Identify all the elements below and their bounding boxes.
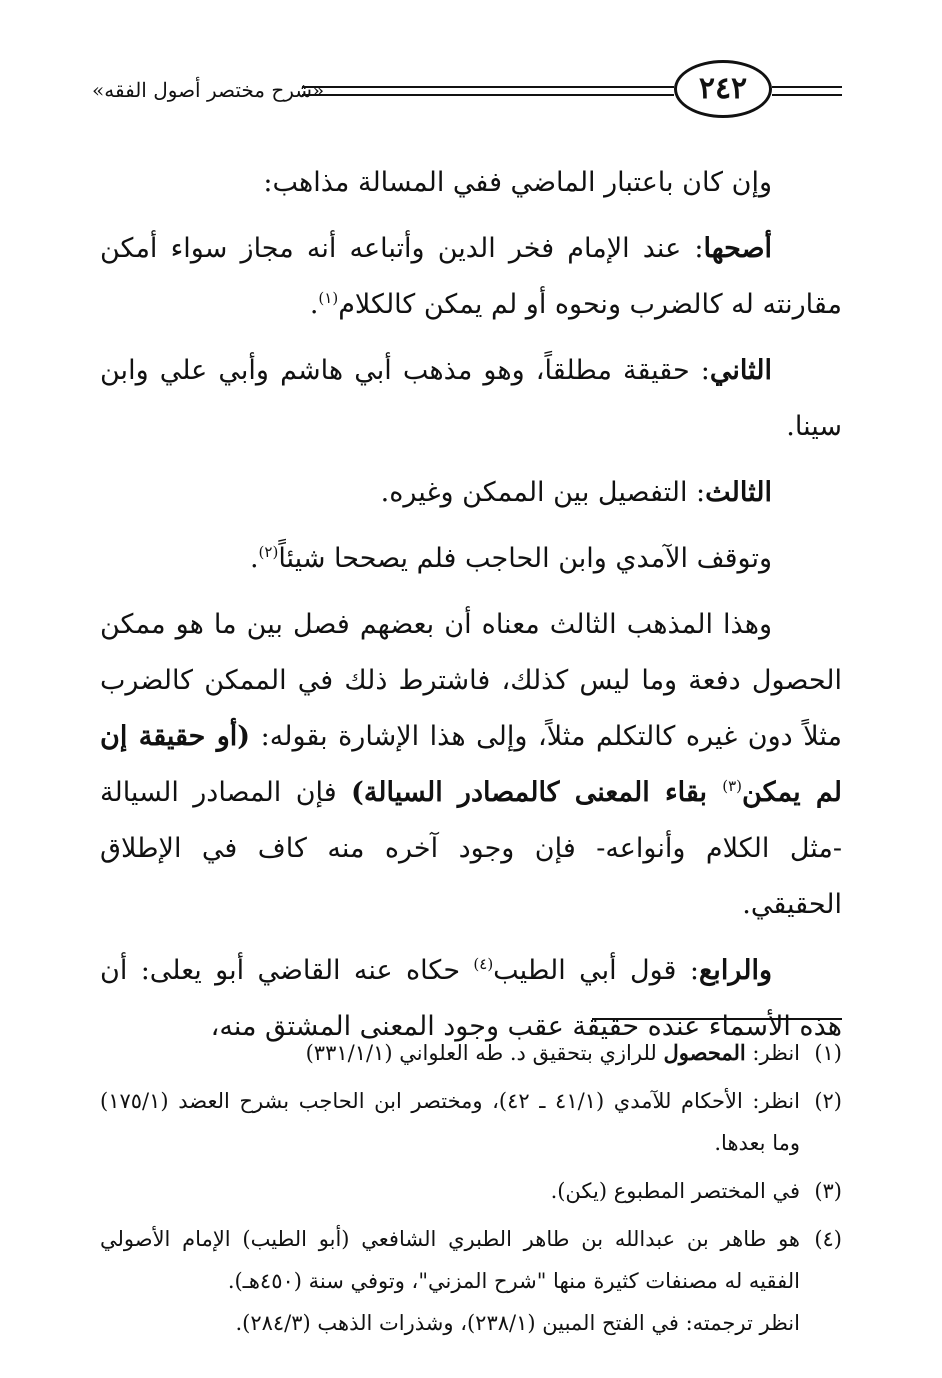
footnote-number: (١)	[814, 1041, 842, 1065]
footnote-4	[100, 1218, 842, 1344]
paragraph-5-text: وتوقف الآمدي وابن الحاجب فلم يصححا شيئاً	[278, 543, 772, 574]
footnote-3-text: في المختصر المطبوع (يكن).	[550, 1179, 800, 1203]
paragraph-6-text: وهذا المذهب الثالث معناه أن بعضهم فصل بين ما هو ممكن الحصول دفعة وما ليس كذلك، فاشترط ذلك في الممكن كالضرب مثلاً دون غيره كالتكلم مثلاً، وإلى هذا الإشارة بقوله:	[100, 609, 842, 752]
footnote-number: (٤)	[814, 1227, 842, 1251]
footnote-1-book-title: المحصول	[663, 1040, 746, 1065]
footnote-ref-3[interactable]: (٣)	[722, 777, 743, 795]
term-ashahha: أصحها	[703, 233, 772, 264]
footnote-number: (٢)	[814, 1089, 842, 1113]
footnote-1	[100, 1032, 842, 1074]
paragraph-5-end: .	[249, 543, 259, 574]
term-thani: الثاني	[709, 355, 772, 386]
paragraph-7-text-a: : قول أبي الطيب	[493, 955, 699, 986]
paragraph-5	[100, 531, 842, 587]
footnote-2	[100, 1080, 842, 1164]
paragraph-4-text: : التفصيل بين الممكن وغيره.	[380, 477, 706, 508]
footnote-2-text: انظر: الأحكام للآمدي (٤١/١ ـ ٤٢)، ومختصر ابن الحاجب بشرح العضد (١٧٥/١) وما بعدها.	[100, 1089, 800, 1155]
paragraph-4	[100, 465, 842, 521]
footnote-1-text-b: للرازي بتحقيق د. طه العلواني (٣٣١/١/١)	[305, 1041, 664, 1065]
footnote-4-text: هو طاهر بن عبدالله بن طاهر الطبري الشافعي (أبو الطيب) الإمام الأصولي الفقيه له مصنفات كثيرة منها "شرح المزني"، وتوفي سنة (٤٥٠هـ).	[100, 1227, 800, 1293]
paragraph-2-end: .	[309, 289, 319, 320]
main-text	[100, 155, 842, 1065]
paragraph-1	[100, 155, 842, 211]
paragraph-6	[100, 597, 842, 933]
footnote-ref-2[interactable]: (٢)	[258, 543, 279, 561]
quoted-matn-b: بقاء المعنى كالمصادر السيالة)	[351, 777, 723, 808]
footnotes-section	[100, 1032, 842, 1350]
paragraph-1-text: وإن كان باعتبار الماضي ففي المسالة مذاهب:	[263, 167, 772, 198]
page-header	[92, 60, 842, 120]
footnote-number: (٣)	[814, 1179, 842, 1203]
paragraph-2	[100, 221, 842, 333]
paragraph-6-rest: فإن المصادر السيالة -مثل الكلام وأنواعه- فإن وجود آخره منه كاف في الإطلاق الحقيقي.	[100, 777, 842, 920]
footnote-separator	[592, 1018, 842, 1020]
footnote-3	[100, 1170, 842, 1212]
paragraph-3	[100, 343, 842, 455]
running-title: «شرح مختصر أصول الفقه»	[92, 78, 325, 102]
footnote-4-extra: انظر ترجمته: في الفتح المبين (٢٣٨/١)، وشذرات الذهب (٢٨٤/٣).	[235, 1311, 800, 1335]
term-thalith: الثالث	[705, 477, 772, 508]
paragraph-2-text: : عند الإمام فخر الدين وأتباعه أنه مجاز سواء أمكن مقارنته له كالضرب ونحوه أو لم يمكن كالكلام	[100, 233, 842, 320]
header-rule-left	[302, 86, 674, 96]
footnote-1-text-a: انظر:	[745, 1041, 800, 1065]
quoted-matn-a: (أو حقيقة إن لم يمكن	[100, 721, 843, 808]
page-number: ٢٤٢	[674, 60, 772, 118]
footnote-ref-4[interactable]: (٤)	[473, 955, 494, 973]
paragraph-3-text: : حقيقة مطلقاً، وهو مذهب أبي هاشم وأبي علي وابن سينا.	[100, 355, 842, 442]
footnote-ref-1[interactable]: (١)	[318, 289, 339, 307]
paragraph-7-text-b: حكاه عنه القاضي أبو يعلى: أن هذه الأسماء عنده حقيقة عقب وجود المعنى المشتق منه،	[100, 955, 842, 1042]
term-rabi: والرابع	[698, 955, 772, 986]
header-rule-right	[772, 86, 842, 96]
